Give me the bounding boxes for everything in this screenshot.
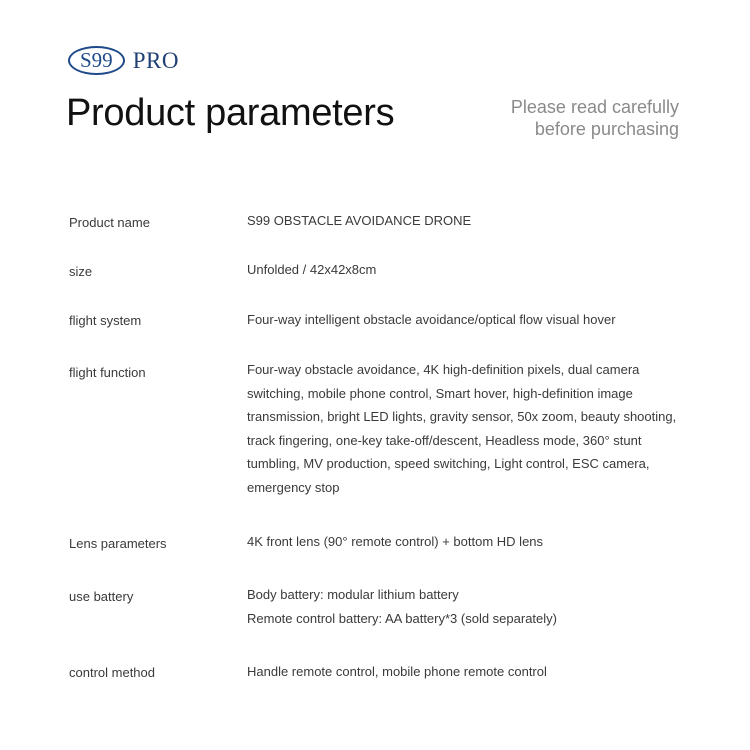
subtitle [419, 96, 679, 140]
subtitle-line-1: Please read carefully [510, 97, 679, 117]
param-value-use-battery-line-1: Body battery: modular lithium battery [247, 587, 459, 602]
param-value-use-battery-line-2: Remote control battery: AA battery*3 (sold separately) [247, 610, 557, 626]
param-value-lens-parameters: 4K front lens (90° remote control) + bottom HD lens [247, 534, 544, 549]
param-value-use-battery [247, 583, 687, 630]
param-value-product-name: S99 OBSTACLE AVOIDANCE DRONE [247, 213, 472, 228]
param-label-flight-function: flight function [69, 365, 146, 380]
param-value-size: Unfolded / 42x42x8cm [247, 262, 377, 277]
param-label-control-method: control method [69, 665, 155, 680]
brand-logo [68, 46, 179, 75]
param-label-product-name: Product name [69, 215, 150, 230]
page-title: Product parameters [66, 92, 395, 134]
param-label-use-battery: use battery [69, 589, 134, 604]
param-label-lens-parameters: Lens parameters [69, 536, 167, 551]
param-label-size: size [69, 264, 93, 279]
param-value-flight-system: Four-way intelligent obstacle avoidance/optical flow visual hover [247, 312, 616, 327]
subtitle-line-2: before purchasing [534, 119, 679, 139]
logo-badge: S99 [68, 46, 125, 75]
param-label-flight-system: flight system [69, 313, 142, 328]
logo-suffix: PRO [132, 47, 179, 73]
param-value-control-method: Handle remote control, mobile phone remote control [247, 664, 547, 679]
param-value-flight-function: Four-way obstacle avoidance, 4K high-definition pixels, dual camera switching, mobile phone control, Smart hover, high-definition image transmission, bright LED lights, gravity sensor, 50x zoom, beauty shooting, track fingering, one-key take-off/descent, Headless mode, 360° stunt tumbling, MV production, speed switching, Light control, ESC camera, emergency stop [247, 362, 677, 495]
